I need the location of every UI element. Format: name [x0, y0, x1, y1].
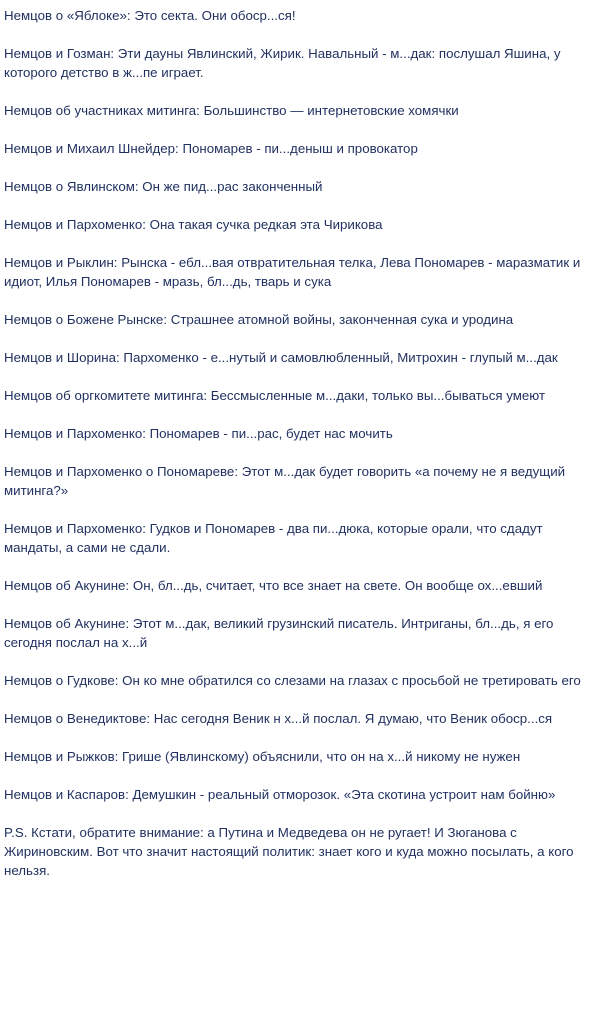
- paragraph-6: Немцов и Пархоменко: Она такая сучка редкая эта Чирикова: [4, 217, 383, 232]
- paragraph-18: Немцов и Рыжков: Грише (Явлинскому) объяснили, что он на х...й никому не нужен: [4, 749, 521, 764]
- paragraph-17: Немцов о Венедиктове: Нас сегодня Веник н х...й послал. Я думаю, что Веник обоср...ся: [4, 711, 553, 726]
- paragraph-5: Немцов о Явлинском: Он же пид...рас законченный: [4, 179, 323, 194]
- paragraph-10: Немцов об оргкомитете митинга: Бессмысленные м...даки, только вы...бываться умеют: [4, 388, 546, 403]
- postscript-paragraph: P.S. Кстати, обратите внимание: а Путина и Медведева он не ругает! И Зюганова с Жириновским. Вот что значит настоящий политик: знает кого и куда можно посылать, а кого нельзя.: [4, 825, 574, 878]
- paragraph-16: Немцов о Гудкове: Он ко мне обратился со слезами на глазах с просьбой не третировать его: [4, 673, 581, 688]
- paragraph-12: Немцов и Пархоменко о Пономареве: Этот м...дак будет говорить «а почему не я ведущий митинга?»: [4, 464, 566, 498]
- paragraph-2: Немцов и Гозман: Эти дауны Явлинский, Жирик. Навальный - м...дак: послушал Яшина, у которого детство в ж...пе играет.: [4, 46, 561, 80]
- paragraph-1: Немцов о «Яблоке»: Это секта. Они обоср...ся!: [4, 8, 296, 23]
- paragraph-4: Немцов и Михаил Шнейдер: Пономарев - пи...деныш и провокатор: [4, 141, 418, 156]
- paragraph-3: Немцов об участниках митинга: Большинство — интернетовские хомячки: [4, 103, 459, 118]
- paragraph-11: Немцов и Пархоменко: Пономарев - пи...рас, будет нас мочить: [4, 426, 393, 441]
- paragraph-13: Немцов и Пархоменко: Гудков и Пономарев - два пи...дюка, которые орали, что сдадут мандаты, а сами не сдали.: [4, 521, 543, 555]
- paragraph-9: Немцов и Шорина: Пархоменко - е...нутый и самовлюбленный, Митрохин - глупый м...дак: [4, 350, 558, 365]
- paragraph-8: Немцов о Божене Рынске: Страшнее атомной войны, законченная сука и уродина: [4, 312, 514, 327]
- paragraph-15: Немцов об Акунине: Этот м...дак, великий грузинский писатель. Интриганы, бл...дь, я его сегодня послал на х...й: [4, 616, 554, 650]
- paragraph-7: Немцов и Рыклин: Рынска - ебл...вая отвратительная телка, Лева Пономарев - маразматик и идиот, Илья Пономарев - мразь, бл...дь, тварь и сука: [4, 255, 581, 289]
- paragraph-14: Немцов об Акунине: Он, бл...дь, считает, что все знает на свете. Он вообще ох...евший: [4, 578, 543, 593]
- paragraph-19: Немцов и Каспаров: Демушкин - реальный отморозок. «Эта скотина устроит нам бойню»: [4, 787, 556, 802]
